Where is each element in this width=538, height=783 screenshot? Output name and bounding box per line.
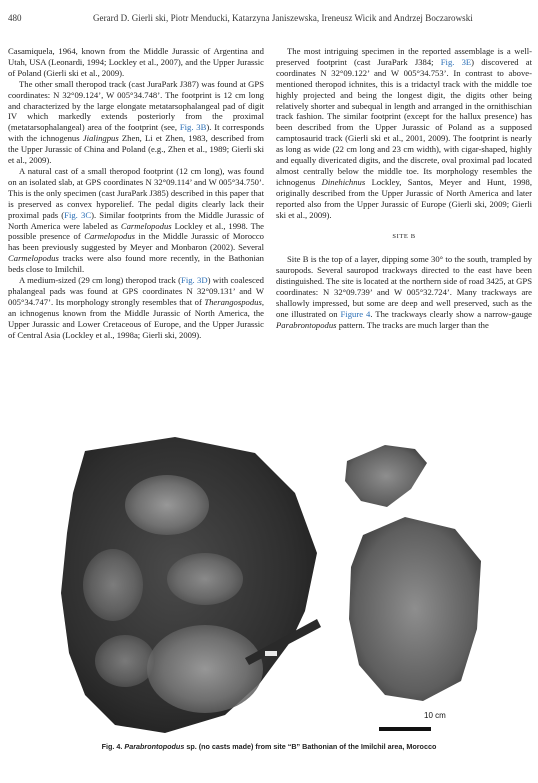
figure-link[interactable]: Fig. 3D: [181, 275, 208, 286]
left-column: [8, 46, 264, 340]
footprint-impression: [83, 549, 143, 621]
paragraph: A natural cast of a small theropod footprint (12 cm long), was found on an isolated slab, at GPS coordinates N 32°09.114’ and W 005°34.750’. This is the only specimen (cast JuraPark J385) described in this paper that is preserved as convex hyporelief. The pedal digits clearly lack their proximal pads (Fig. 3C). Similar footprints from the Middle Jurassic of North America were labeled as Carmelopodus Lockley et al., 1998. The possible presence of Carmelopodus in the Middle Jurassic of Morocco has been previously suggested by Meyer and Monbaron (2002). Several Carmelopodus tracks were also found more recently, in the Bathonian beds close to Imilchil.: [8, 165, 264, 275]
page-number: 480: [8, 13, 22, 23]
footprint-impression: [95, 635, 155, 687]
figure-link[interactable]: Figure 4: [340, 308, 371, 319]
scale-bar: [379, 727, 431, 731]
paragraph: A medium-sized (29 cm long) theropod track (Fig. 3D) with coalesced phalangeal pads was found at GPS coordinates N 32°09.131’ and W 005°34.747’. Its morphology strongly resembles that of Therangospodus, an ichnogenus known from the Middle Jurassic of North America, the Upper Jurassic and Lower Cretaceous of Europe, and the Upper Jurassic of Central Asia (Lockley et al., 1998a; Gierli ski, 2009).: [8, 275, 264, 340]
trackway-photo: [55, 433, 485, 736]
footprint-impression: [147, 625, 263, 713]
figure-link[interactable]: Fig. 3E: [440, 56, 472, 67]
paragraph: The most intriguing specimen in the reported assemblage is a well-preserved footprint (cast JuraPark J384; Fig. 3E) discovered at coordinates N 32°09.122’ and W 005°34.753’. In contrast to above-mentioned theropod ichnites, this is a tridactyl track with the middle toe highly projected and being the longest digit, the digits other being relatively shorter and subequal in length and arranged in the ornithischian track fashion. The similar footprint (except for the hallux presence) has been described from the Upper Jurassic of Poland as a supposed camptosaurid track (Gierli ski et al., 2001, 2009). The footprint is nearly as long as wide (22 cm long and 23 cm width), with cigar-shaped, highly and equally divericated digits, and the discrete, oval proximal pad located almost centrally below the middle toe. Its morphology resembles the ichnogenus Dinehichnus Lockley, Santos, Meyer and Hunt, 1998, originally described from the Upper Jurassic of North America and later reported also from the Upper Jurassic of Europe (Gierli ski, 2009; Gierli ski et al., 2009).: [276, 46, 532, 220]
footprint-impression: [125, 475, 209, 535]
scale-tag: [265, 651, 277, 656]
section-heading: SITE B: [392, 232, 416, 240]
page-header: [8, 13, 530, 29]
figure-caption: Fig. 4. Parabrontopodus sp. (no casts made) from site “B” Bathonian of the Imilchil area, Morocco: [101, 742, 437, 751]
footprint-impression: [167, 553, 243, 605]
rock-fragment: [349, 517, 481, 701]
running-authors: Gerard D. Gierli ski, Piotr Menducki, Katarzyna Janiszewska, Ireneusz Wicik and Andrzej Boczarowski: [93, 13, 473, 23]
paragraph: The other small theropod track (cast JuraPark J387) was found at GPS coordinates: N 32°09.124’, W 005°34.748’. The footprint is 12 cm long and characterized by the large elongate metatarsophalangeal pad of digit IV which markedly extends posteriorly from the proximal (metatarsophalangeal) area of the footprint (see, Fig. 3B). It corresponds with the ichnogenus Jialingpus Zhen, Li et Zhen, 1983, described from the Upper Jurassic of China and Poland (e.g., Zhen et al., 1989; Gierli ski et al., 2009).: [8, 78, 264, 166]
figure-4: [55, 433, 485, 736]
paragraph: Casamiquela, 1964, known from the Middle Jurassic of Argentina and Utah, USA (Leonardi, 1994; Lockley et al., 2007), and the Upper Jurassic of Poland (Gierli ski et al., 2009).: [8, 46, 264, 78]
scale-bar-label: 10 cm: [424, 711, 446, 720]
paragraph: Site B is the top of a layer, dipping some 30° to the south, trampled by sauropods. Several sauropod trackways directed to the east have been distinguished. The site is located at the northern side of road 3425, at GPS coordinates: N 32°09.739’ and W 005°32.724’. Many trackways are shallowly impressed, but some are deep and well preserved, such as the one illustrated on Figure 4. The trackways clearly show a narrow-gauge Parabrontopodus pattern. The tracks are much larger than the: [276, 254, 532, 330]
figure-link[interactable]: Fig. 3B: [179, 122, 207, 133]
right-column: [276, 46, 532, 331]
rock-fragment: [345, 445, 427, 507]
figure-link[interactable]: Fig. 3C: [64, 209, 92, 220]
